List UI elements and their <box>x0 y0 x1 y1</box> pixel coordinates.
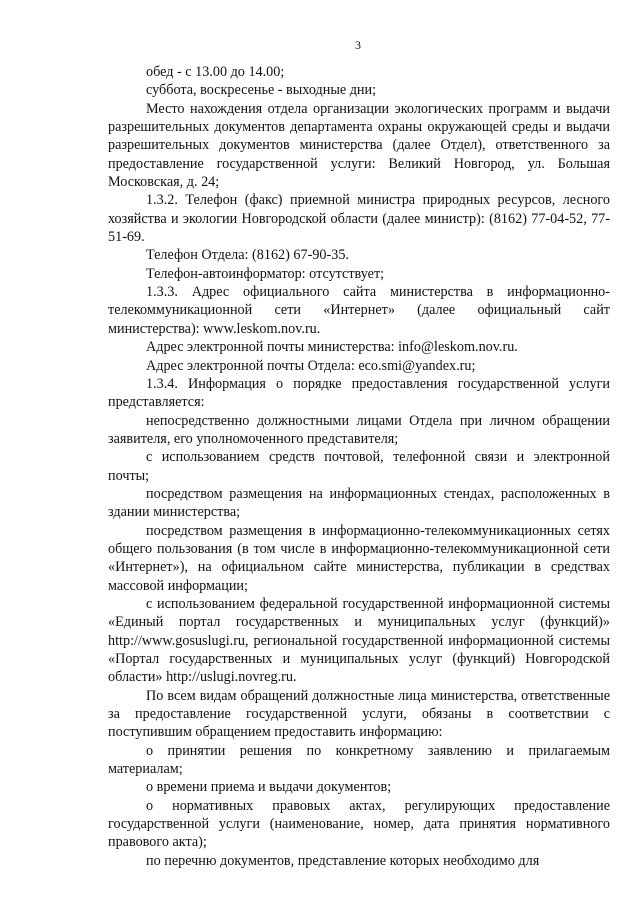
paragraph: о нормативных правовых актах, регулирующих предоставление государственной услуги (наименование, номер, дата принятия нормативного правового акта); <box>108 797 610 851</box>
document-body <box>108 63 610 870</box>
paragraph: Телефон Отдела: (8162) 67-90-35. <box>146 247 349 264</box>
paragraph: 1.3.2. Телефон (факс) приемной министра природных ресурсов, лесного хозяйства и экологии Новгородской области (далее министр): (8162) 77-04-52, 77-51-69. <box>108 192 610 246</box>
paragraph: Адрес электронной почты министерства: info@leskom.nov.ru. <box>146 339 518 356</box>
paragraph: Адрес электронной почты Отдела: eco.smi@yandex.ru; <box>146 357 476 374</box>
page-number: 3 <box>355 38 361 52</box>
paragraph: Телефон-автоинформатор: отсутствует; <box>146 265 385 282</box>
paragraph: По всем видам обращений должностные лица министерства, ответственные за предоставление государственной услуги, обязаны в соответствии с поступившим обращением предоставить информацию: <box>108 687 610 741</box>
paragraph: 1.3.3. Адрес официального сайта министерства в информационно-телекоммуникационной сети «Интернет» (далее официальный сайт министерства): www.leskom.nov.ru. <box>108 284 610 337</box>
paragraph: с использованием федеральной государственной информационной системы «Единый портал государственных и муниципальных услуг (функций)» http://www.gosuslugi.ru, региональной государственной информационной системы «Портал государственных и муниципальных услуг (функций) Новгородской области» http://uslugi.novreg.ru. <box>108 595 610 686</box>
paragraph: обед - с 13.00 до 14.00; <box>146 64 285 80</box>
paragraph: Место нахождения отдела организации экологических программ и выдачи разрешительных документов департамента охраны окружающей среды и выдачи разрешительных документов министерства (далее Отдел), ответственного за предоставление государственной услуги: Великий Новгород, ул. Большая Московская, д. 24; <box>108 100 610 191</box>
paragraph: по перечню документов, представление которых необходимо для <box>146 852 540 869</box>
paragraph: о принятии решения по конкретному заявлению и прилагаемым материалам; <box>108 742 610 778</box>
paragraph: посредством размещения на информационных стендах, расположенных в здании министерства; <box>108 485 610 521</box>
paragraph: суббота, воскресенье - выходные дни; <box>146 82 377 99</box>
paragraph: посредством размещения в информационно-телекоммуникационных сетях общего пользования (в том числе в информационно-телекоммуникационной сети «Интернет»), на официальном сайте министерства, публикации в средствах массовой информации; <box>108 522 610 594</box>
paragraph: с использованием средств почтовой, телефонной связи и электронной почты; <box>108 449 610 484</box>
paragraph: о времени приема и выдачи документов; <box>146 779 392 796</box>
paragraph: 1.3.4. Информация о порядке предоставления государственной услуги представляется: <box>108 375 610 411</box>
paragraph: непосредственно должностными лицами Отдела при личном обращении заявителя, его уполномоченного представителя; <box>108 412 610 447</box>
